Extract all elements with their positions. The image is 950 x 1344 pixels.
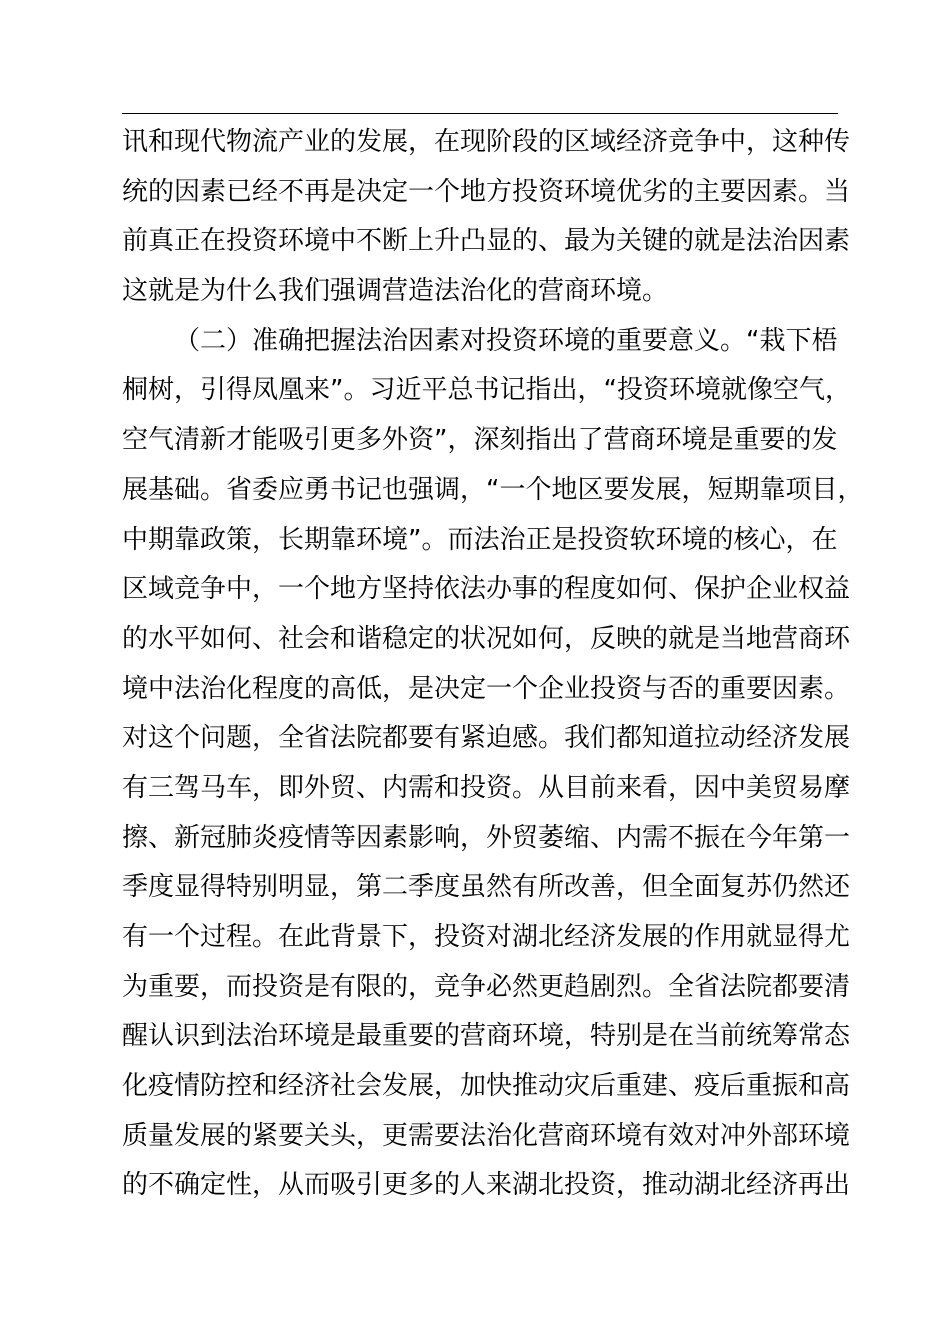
text-line: 有一个过程。在此背景下，投资对湖北经济发展的作用就显得尤 <box>122 922 851 952</box>
text-line: 统的因素已经不再是决定一个地方投资环境优劣的主要因素。当 <box>122 176 851 207</box>
text-line: 季度显得特别明显，第二季度虽然有所改善，但全面复苏仍然还 <box>122 872 851 903</box>
text-line: 讯和现代物流产业的发展，在现阶段的区域经济竞争中，这种传 <box>122 127 851 157</box>
text-line: 中期靠政策，长期靠环境”。而法治正是投资软环境的核心，在 <box>122 524 838 555</box>
paragraph-heading-line: （二）准确把握法治因素对投资环境的重要意义。“栽下梧 <box>174 325 838 356</box>
text-line: 质量发展的紧要关头，更需要法治化营商环境有效对冲外部环境 <box>122 1120 851 1151</box>
text-line: 前真正在投资环境中不断上升凸显的、最为关键的就是法治因素 <box>122 226 851 257</box>
text-line: 空气清新才能吸引更多外资”，深刻指出了营商环境是重要的发 <box>122 425 838 456</box>
text-line: 区域竞争中，一个地方坚持依法办事的程度如何、保护企业权益 <box>122 574 851 605</box>
text-line: 为重要，而投资是有限的，竞争必然更趋剧烈。全省法院都要清 <box>122 971 851 1002</box>
body-text <box>122 118 882 1211</box>
text-line: 境中法治化程度的高低，是决定一个企业投资与否的重要因素。 <box>122 673 851 704</box>
header-rule <box>122 113 838 114</box>
text-line: 有三驾马车，即外贸、内需和投资。从目前来看，因中美贸易摩 <box>122 772 851 803</box>
text-line: 的水平如何、社会和谐稳定的状况如何，反映的就是当地营商环 <box>122 623 851 654</box>
text-line: 展基础。省委应勇书记也强调，“一个地区要发展，短期靠项目， <box>122 474 864 505</box>
text-line: 桐树，引得凤凰来”。习近平总书记指出，“投资环境就像空气， <box>122 375 851 406</box>
text-line: 醒认识到法治环境是最重要的营商环境，特别是在当前统筹常态 <box>122 1021 851 1052</box>
text-line: 化疫情防控和经济社会发展，加快推动灾后重建、疫后重振和高 <box>122 1071 851 1102</box>
text-line: 的不确定性，从而吸引更多的人来湖北投资，推动湖北经济再出 <box>122 1170 851 1201</box>
text-line: 对这个问题，全省法院都要有紧迫感。我们都知道拉动经济发展 <box>122 723 851 754</box>
text-line: 这就是为什么我们强调营造法治化的营商环境。 <box>122 276 669 307</box>
text-line: 擦、新冠肺炎疫情等因素影响，外贸萎缩、内需不振在今年第一 <box>122 822 851 853</box>
